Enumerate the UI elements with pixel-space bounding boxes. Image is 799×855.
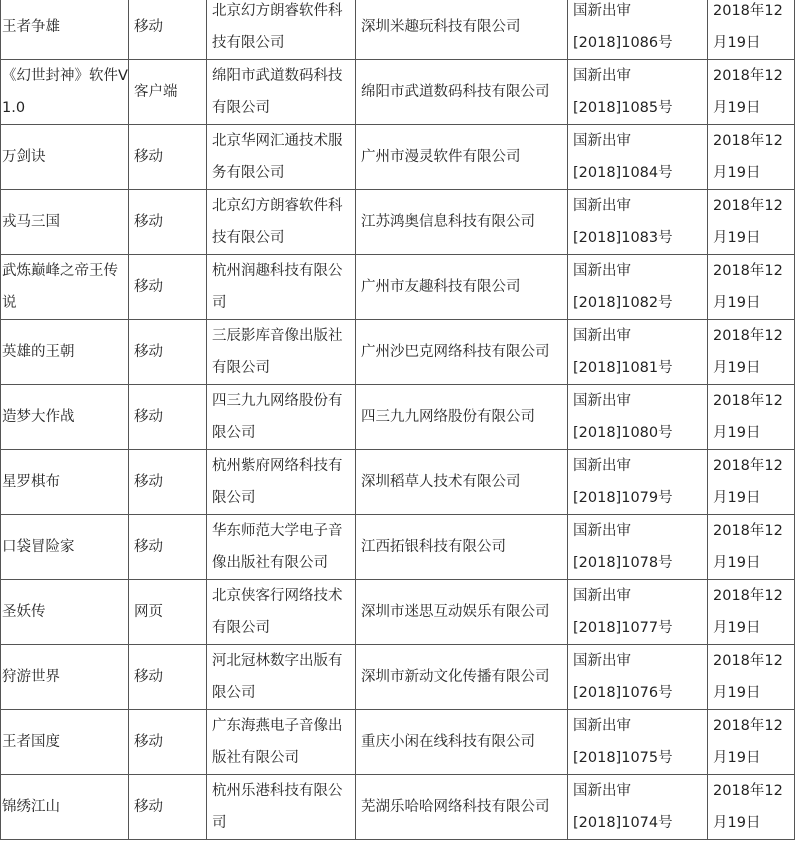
operator-cell: 广州沙巴克网络科技有限公司 <box>356 320 568 385</box>
platform-cell: 移动 <box>129 515 207 580</box>
approval-number: [2018]1082号 <box>573 295 673 311</box>
approval-date-cell: 2018年12月19日 <box>708 450 795 515</box>
approval-date-cell: 2018年12月19日 <box>708 320 795 385</box>
table-row <box>1 60 795 125</box>
approval-prefix: 国新出审 <box>573 783 631 799</box>
platform-cell: 移动 <box>129 190 207 255</box>
game-name-cell: 王者国度 <box>1 710 129 775</box>
platform-cell: 移动 <box>129 385 207 450</box>
game-name-cell: 武炼巅峰之帝王传说 <box>1 255 129 320</box>
table-row <box>1 320 795 385</box>
approval-number: [2018]1078号 <box>573 555 673 571</box>
approval-prefix: 国新出审 <box>573 393 631 409</box>
approval-number-cell <box>568 255 708 320</box>
publisher-cell: 杭州乐港科技有限公司 <box>207 775 356 840</box>
approval-number: [2018]1077号 <box>573 620 673 636</box>
approval-date-cell: 2018年12月19日 <box>708 710 795 775</box>
approval-date-cell: 2018年12月19日 <box>708 580 795 645</box>
approval-date-cell: 2018年12月19日 <box>708 255 795 320</box>
approval-number-cell <box>568 450 708 515</box>
publisher-cell: 杭州紫府网络科技有限公司 <box>207 450 356 515</box>
approval-number-cell <box>568 125 708 190</box>
platform-cell: 移动 <box>129 775 207 840</box>
table-row <box>1 0 795 60</box>
approval-date-cell: 2018年12月19日 <box>708 125 795 190</box>
operator-cell: 深圳市新动文化传播有限公司 <box>356 645 568 710</box>
approval-number-cell <box>568 60 708 125</box>
approval-date-cell: 2018年12月19日 <box>708 190 795 255</box>
approval-prefix: 国新出审 <box>573 718 631 734</box>
table-row <box>1 775 795 840</box>
publisher-cell: 四三九九网络股份有限公司 <box>207 385 356 450</box>
publisher-cell: 北京幻方朗睿软件科技有限公司 <box>207 0 356 60</box>
approval-number: [2018]1075号 <box>573 750 673 766</box>
game-name-cell: 万剑诀 <box>1 125 129 190</box>
game-name-cell: 狩游世界 <box>1 645 129 710</box>
operator-cell: 广州市漫灵软件有限公司 <box>356 125 568 190</box>
approval-date-cell: 2018年12月19日 <box>708 385 795 450</box>
approval-prefix: 国新出审 <box>573 653 631 669</box>
table-row <box>1 125 795 190</box>
table-row <box>1 580 795 645</box>
approval-number: [2018]1083号 <box>573 230 673 246</box>
platform-cell: 移动 <box>129 320 207 385</box>
publisher-cell: 广东海燕电子音像出版社有限公司 <box>207 710 356 775</box>
platform-cell: 移动 <box>129 710 207 775</box>
platform-cell: 客户端 <box>129 60 207 125</box>
operator-cell: 芜湖乐哈哈网络科技有限公司 <box>356 775 568 840</box>
approval-prefix: 国新出审 <box>573 263 631 279</box>
platform-cell: 移动 <box>129 255 207 320</box>
operator-cell: 深圳稻草人技术有限公司 <box>356 450 568 515</box>
platform-cell: 移动 <box>129 125 207 190</box>
approval-number-cell <box>568 385 708 450</box>
approval-date-cell: 2018年12月19日 <box>708 0 795 60</box>
publisher-cell: 杭州润趣科技有限公司 <box>207 255 356 320</box>
operator-cell: 重庆小闲在线科技有限公司 <box>356 710 568 775</box>
table-row <box>1 450 795 515</box>
game-name-cell: 戎马三国 <box>1 190 129 255</box>
approval-prefix: 国新出审 <box>573 133 631 149</box>
platform-cell: 移动 <box>129 0 207 60</box>
approval-prefix: 国新出审 <box>573 198 631 214</box>
operator-cell: 广州市友趣科技有限公司 <box>356 255 568 320</box>
approval-number-cell <box>568 645 708 710</box>
table-row <box>1 515 795 580</box>
game-name-cell: 造梦大作战 <box>1 385 129 450</box>
approval-prefix: 国新出审 <box>573 588 631 604</box>
platform-cell: 移动 <box>129 450 207 515</box>
approval-prefix: 国新出审 <box>573 458 631 474</box>
game-name-cell: 王者争雄 <box>1 0 129 60</box>
table-row <box>1 710 795 775</box>
operator-cell: 江西拓银科技有限公司 <box>356 515 568 580</box>
operator-cell: 深圳市迷思互动娱乐有限公司 <box>356 580 568 645</box>
approval-prefix: 国新出审 <box>573 68 631 84</box>
approval-number-cell <box>568 320 708 385</box>
approval-number-cell <box>568 515 708 580</box>
game-name-cell: 锦绣江山 <box>1 775 129 840</box>
platform-cell: 网页 <box>129 580 207 645</box>
game-name-cell: 星罗棋布 <box>1 450 129 515</box>
operator-cell: 深圳米趣玩科技有限公司 <box>356 0 568 60</box>
approval-number: [2018]1079号 <box>573 490 673 506</box>
approval-number-cell <box>568 0 708 60</box>
publisher-cell: 北京侠客行网络技术有限公司 <box>207 580 356 645</box>
publisher-cell: 北京华网汇通技术服务有限公司 <box>207 125 356 190</box>
game-name-cell: 英雄的王朝 <box>1 320 129 385</box>
approval-number-cell <box>568 775 708 840</box>
publisher-cell: 三辰影库音像出版社有限公司 <box>207 320 356 385</box>
approval-date-cell: 2018年12月19日 <box>708 60 795 125</box>
table-row <box>1 255 795 320</box>
approval-date-cell: 2018年12月19日 <box>708 645 795 710</box>
table-row <box>1 190 795 255</box>
approval-number: [2018]1080号 <box>573 425 673 441</box>
approval-number-cell <box>568 580 708 645</box>
operator-cell: 四三九九网络股份有限公司 <box>356 385 568 450</box>
approval-prefix: 国新出审 <box>573 523 631 539</box>
approval-prefix: 国新出审 <box>573 3 631 19</box>
approval-number: [2018]1085号 <box>573 100 673 116</box>
table-row <box>1 385 795 450</box>
approval-number-cell <box>568 190 708 255</box>
approval-date-cell: 2018年12月19日 <box>708 515 795 580</box>
approval-prefix: 国新出审 <box>573 328 631 344</box>
game-name-cell: 圣妖传 <box>1 580 129 645</box>
publisher-cell: 河北冠林数字出版有限公司 <box>207 645 356 710</box>
game-name-cell: 口袋冒险家 <box>1 515 129 580</box>
publisher-cell: 华东师范大学电子音像出版社有限公司 <box>207 515 356 580</box>
operator-cell: 绵阳市武道数码科技有限公司 <box>356 60 568 125</box>
approval-date-cell: 2018年12月19日 <box>708 775 795 840</box>
approval-number-cell <box>568 710 708 775</box>
operator-cell: 江苏鸿奥信息科技有限公司 <box>356 190 568 255</box>
table-body <box>1 0 795 840</box>
approval-number: [2018]1081号 <box>573 360 673 376</box>
approval-number: [2018]1086号 <box>573 35 673 51</box>
publisher-cell: 北京幻方朗睿软件科技有限公司 <box>207 190 356 255</box>
game-name-cell: 《幻世封神》软件V1.0 <box>1 60 129 125</box>
approval-number: [2018]1076号 <box>573 685 673 701</box>
publisher-cell: 绵阳市武道数码科技有限公司 <box>207 60 356 125</box>
platform-cell: 移动 <box>129 645 207 710</box>
approval-number: [2018]1074号 <box>573 815 673 831</box>
approval-number: [2018]1084号 <box>573 165 673 181</box>
table-row <box>1 645 795 710</box>
